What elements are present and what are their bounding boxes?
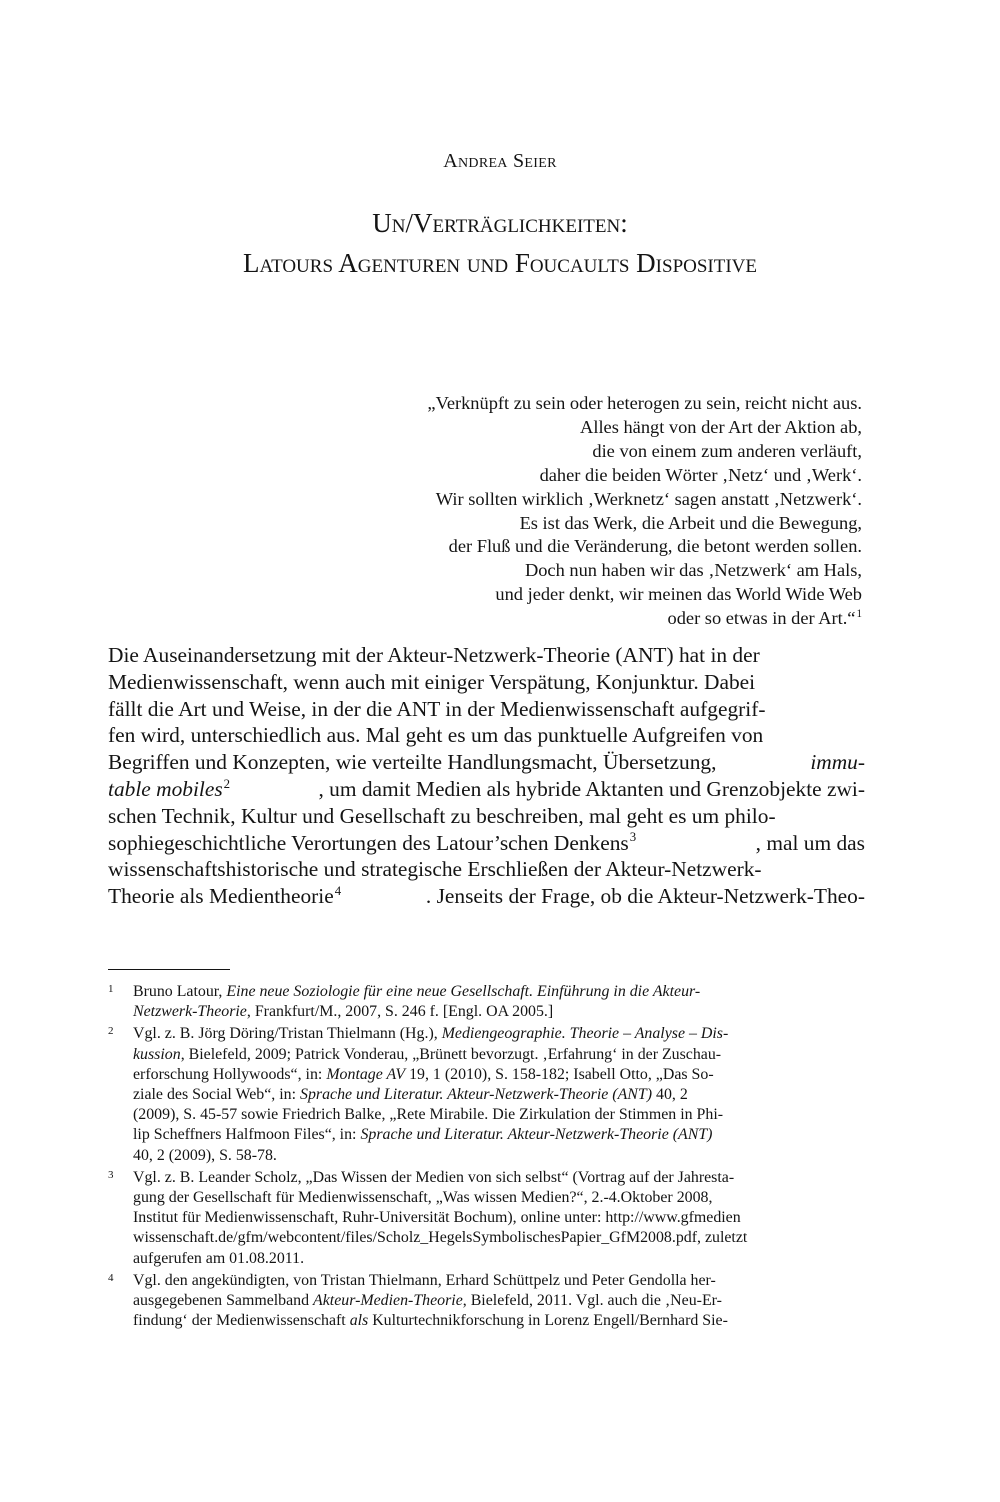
title-line-2: Latours Agenturen und Foucaults Dispositive <box>242 248 758 278</box>
body-text: schen Technik, Kultur und Gesellschaft zu beschreiben, mal geht es um philo- <box>108 803 776 828</box>
author-name: Andrea Seier <box>443 150 557 172</box>
footnote-italic: Sprache und Literatur. Akteur-Netzwerk-Theorie (ANT) <box>300 1086 653 1104</box>
body-line <box>108 883 865 910</box>
body-text-group <box>108 830 636 857</box>
footnote-text: , Frankfurt/M., 2007, S. 246 f. [Engl. OA 2005.] <box>246 1003 554 1021</box>
body-text: fen wird, unterschiedlich aus. Mal geht es um das punktuelle Aufgreifen von <box>108 723 764 748</box>
epigraph <box>302 392 862 631</box>
epigraph-line <box>302 607 862 631</box>
footnote-text: erforschung Hollywoods“, in: <box>133 1065 327 1083</box>
body-text: sophiegeschichtliche Verortungen des Latour’schen Denkens <box>108 830 629 855</box>
footnote-text: 19, 1 (2010), S. 158-182; Isabell Otto, „Das So- <box>405 1065 714 1083</box>
footnote-line <box>133 1271 865 1291</box>
footnote-text: findung‘ der Medienwissenschaft <box>133 1312 350 1330</box>
body-line <box>108 696 865 723</box>
body-text: wissenschaftshistorische und strategische Erschließen der Akteur-Netzwerk- <box>108 857 762 882</box>
footnote-text-group <box>133 1311 728 1331</box>
body-text: fällt die Art und Weise, in der die ANT in der Medienwissenschaft aufgegrif- <box>108 696 766 721</box>
epigraph-line: die von einem zum anderen verläuft, <box>592 440 862 461</box>
footnote-text-group <box>133 1002 553 1022</box>
footnote-line <box>133 1045 865 1065</box>
footnote-text: , Bielefeld, 2009; Patrick Vonderau, „Brünett bevorzugt. ‚Erfahrung‘ in der Zuschau- <box>180 1045 722 1063</box>
footnote-line <box>133 1188 865 1208</box>
footnote-italic: kussion <box>133 1045 181 1063</box>
footnote-3 <box>108 1168 865 1269</box>
footnote-text: Vgl. z. B. Leander Scholz, „Das Wissen der Medien von sich selbst“ (Vortrag auf der Jahresta- <box>133 1168 735 1186</box>
footnote-1 <box>108 982 865 1022</box>
footnote-text-group <box>133 1125 712 1145</box>
footnote-line <box>133 1208 865 1228</box>
epigraph-line: und jeder denkt, wir meinen das World Wide Web <box>495 584 862 605</box>
body-italic: table mobiles <box>108 776 223 801</box>
footnote-line <box>133 1125 865 1145</box>
body-line <box>108 830 865 857</box>
footnote-line <box>133 1168 865 1188</box>
footnote-line <box>133 1024 865 1044</box>
footnote-italic: Montage AV <box>326 1065 406 1083</box>
footnote-text-group <box>133 1045 721 1065</box>
body-text-group <box>108 883 341 910</box>
body-text: Begriffen und Konzepten, wie verteilte Handlungsmacht, Übersetzung, <box>108 750 717 775</box>
footnote-text: 40, 2 <box>652 1086 688 1104</box>
body-paragraph <box>108 642 865 910</box>
footnote-2 <box>108 1024 865 1165</box>
epigraph-line: „Verknüpft zu sein oder heterogen zu sein, reicht nicht aus. <box>427 393 862 413</box>
body-text: . Jenseits der Frage, ob die Akteur-Netzwerk-Theo- <box>425 884 865 909</box>
footnote-text: ausgegebenen Sammelband <box>133 1292 314 1310</box>
footnote-text: gung der Gesellschaft für Medienwissenschaft, „Was wissen Medien?“, 2.-4.Oktober 2008, <box>133 1189 713 1207</box>
body-italic: immu- <box>810 750 865 775</box>
footnote-number: 1 <box>108 983 114 995</box>
footnote-text: (2009), S. 45-57 sowie Friedrich Balke, „Rete Mirabile. Die Zirkulation der Stimmen in Phi- <box>133 1106 724 1124</box>
footnote-ref-3[interactable]: 3 <box>629 830 637 845</box>
footnote-number: 2 <box>108 1025 114 1038</box>
footnote-text-group <box>133 1065 714 1085</box>
footnotes <box>108 982 865 1333</box>
footnote-italic: Akteur-Medien-Theorie <box>313 1292 463 1310</box>
footnote-line <box>133 1228 865 1248</box>
footnote-italic: als <box>349 1312 369 1330</box>
body-line <box>108 642 865 669</box>
footnote-text: Vgl. z. B. Jörg Döring/Tristan Thielmann (Hg.), <box>133 1025 442 1043</box>
footnote-italic: Sprache und Literatur. Akteur-Netzwerk-Theorie (ANT) <box>360 1126 713 1144</box>
footnote-text: Kulturtechnikforschung in Lorenz Engell/Bernhard Sie- <box>368 1312 728 1330</box>
body-line <box>108 803 865 830</box>
body-text: Die Auseinandersetzung mit der Akteur-Netzwerk-Theorie (ANT) hat in der <box>108 643 760 667</box>
title-line-1: Un/Verträglichkeiten: <box>372 208 628 238</box>
body-line <box>108 776 865 803</box>
footnote-text: lip Scheffners Halfmoon Files“, in: <box>133 1126 361 1144</box>
footnote-text: Vgl. den angekündigten, von Tristan Thielmann, Erhard Schüttpelz und Peter Gendolla her- <box>133 1271 716 1289</box>
epigraph-line: Wir sollten wirklich ‚Werknetz‘ sagen anstatt ‚Netzwerk‘. <box>435 488 862 509</box>
footnote-divider <box>108 969 230 970</box>
footnote-ref-2[interactable]: 2 <box>223 776 231 791</box>
footnote-line <box>133 1146 865 1166</box>
footnote-text: , Bielefeld, 2011. Vgl. auch die ‚Neu-Er- <box>462 1292 722 1310</box>
footnote-italic: Mediengeographie. Theorie – Analyse – Dis- <box>441 1025 729 1043</box>
epigraph-line: Alles hängt von der Art der Aktion ab, <box>580 416 862 437</box>
epigraph-line: daher die beiden Wörter ‚Netz‘ und ‚Werk‘. <box>539 464 862 485</box>
footnote-number: 4 <box>108 1271 114 1284</box>
footnote-line <box>133 1291 865 1311</box>
body-text: , mal um das <box>755 830 865 855</box>
footnote-text: 40, 2 (2009), S. 58-78. <box>133 1146 277 1164</box>
epigraph-line: Es ist das Werk, die Arbeit und die Bewegung, <box>519 512 862 533</box>
footnote-text: aufgerufen am 01.08.2011. <box>133 1249 305 1267</box>
footnote-text-group <box>133 1024 728 1044</box>
chapter-title <box>0 203 1000 283</box>
footnote-text-group <box>133 1291 722 1311</box>
epigraph-last-text: oder so etwas in der Art.“ <box>667 608 856 629</box>
footnote-text: Bruno Latour, <box>133 983 227 1000</box>
body-line <box>108 669 865 696</box>
epigraph-line: der Fluß und die Veränderung, die betont werden sollen. <box>448 536 862 557</box>
footnote-ref-4[interactable]: 4 <box>334 883 342 898</box>
body-text: Theorie als Medientheorie <box>108 884 334 909</box>
footnote-text-group <box>133 982 700 1002</box>
footnote-italic: Eine neue Soziologie für eine neue Gesellschaft. Einführung in die Akteur- <box>226 983 701 1000</box>
footnote-line <box>133 1065 865 1085</box>
footnote-text-group <box>133 1085 688 1105</box>
footnote-ref-1[interactable]: 1 <box>856 607 862 620</box>
body-line <box>108 856 865 883</box>
footnote-line <box>133 982 865 1002</box>
footnote-line <box>133 1249 865 1269</box>
footnote-text: Institut für Medienwissenschaft, Ruhr-Universität Bochum), online unter: http://www.gfmedien <box>133 1209 741 1227</box>
body-line <box>108 722 865 749</box>
footnote-line <box>133 1085 865 1105</box>
body-text-group <box>108 776 230 803</box>
body-text: Medienwissenschaft, wenn auch mit einiger Verspätung, Konjunktur. Dabei <box>108 669 756 694</box>
footnote-number: 3 <box>108 1168 114 1181</box>
footnote-text: wissenschaft.de/gfm/webcontent/files/Scholz_HegelsSymbolischesPapier_GfM2008.pdf, zuletzt <box>133 1229 748 1247</box>
footnote-italic: Netzwerk-Theorie <box>133 1003 247 1021</box>
footnote-line <box>133 1311 865 1331</box>
footnote-text: ziale des Social Web“, in: <box>133 1086 300 1104</box>
footnote-4 <box>108 1271 865 1332</box>
body-line <box>108 749 865 776</box>
body-text: , um damit Medien als hybride Aktanten und Grenzobjekte zwi- <box>318 776 865 801</box>
footnote-line <box>133 1002 865 1022</box>
epigraph-line: Doch nun haben wir das ‚Netzwerk‘ am Hals, <box>524 560 862 581</box>
footnote-line <box>133 1105 865 1125</box>
